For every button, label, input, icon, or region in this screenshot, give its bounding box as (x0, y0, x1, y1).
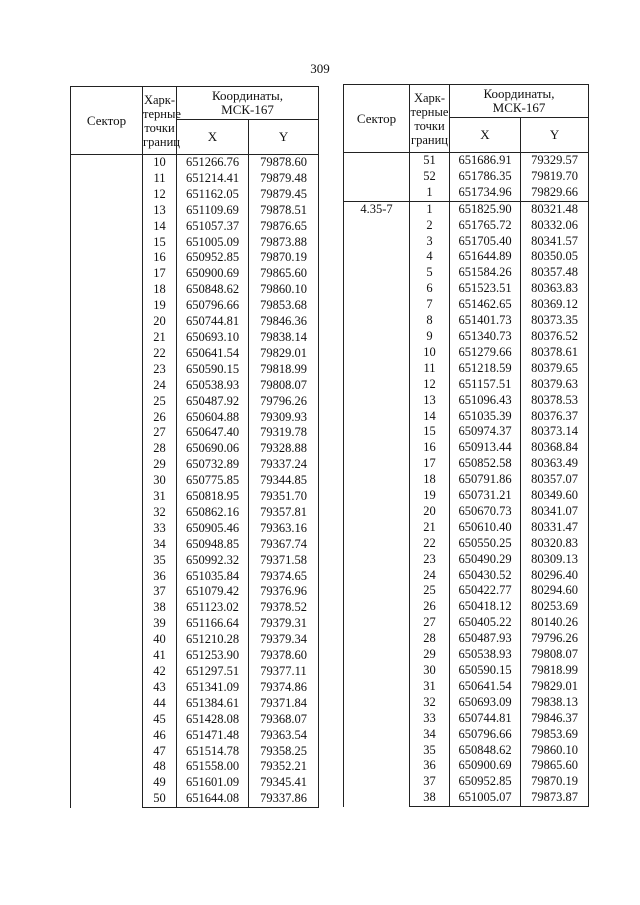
point-number: 16 (143, 250, 177, 266)
x-coordinate: 650796.66 (177, 298, 249, 314)
point-number: 20 (410, 504, 450, 520)
y-coordinate: 79351.70 (249, 489, 319, 505)
y-coordinate: 80363.49 (521, 456, 589, 472)
x-coordinate: 650744.81 (177, 314, 249, 330)
y-coordinate: 79378.60 (249, 648, 319, 664)
point-number: 34 (410, 727, 450, 743)
table-row (71, 155, 319, 171)
table-body-group-2 (344, 201, 589, 806)
y-coordinate: 79870.19 (249, 250, 319, 266)
sector-cell (344, 153, 410, 202)
x-coordinate: 651523.51 (450, 281, 521, 297)
header-coordinates (450, 85, 589, 118)
coordinates-table-right (343, 84, 589, 807)
y-coordinate: 80296.40 (521, 568, 589, 584)
x-coordinate: 650647.40 (177, 425, 249, 441)
header-char-line3: точки (144, 120, 175, 135)
point-number: 22 (143, 346, 177, 362)
x-coordinate: 651825.90 (450, 201, 521, 217)
y-coordinate: 79865.60 (249, 266, 319, 282)
y-coordinate: 79796.26 (249, 394, 319, 410)
y-coordinate: 80294.60 (521, 583, 589, 599)
point-number: 36 (143, 569, 177, 585)
y-coordinate: 79367.74 (249, 537, 319, 553)
y-coordinate: 79873.87 (521, 790, 589, 806)
point-number: 7 (410, 297, 450, 313)
x-coordinate: 650430.52 (450, 568, 521, 584)
y-coordinate: 79846.37 (521, 711, 589, 727)
y-coordinate: 79829.66 (521, 185, 589, 201)
point-number: 27 (143, 425, 177, 441)
point-number: 27 (410, 615, 450, 631)
y-coordinate: 79873.88 (249, 235, 319, 251)
x-coordinate: 651035.84 (177, 569, 249, 585)
y-coordinate: 80376.37 (521, 409, 589, 425)
y-coordinate: 79876.65 (249, 219, 319, 235)
x-coordinate: 651057.37 (177, 219, 249, 235)
point-number: 26 (410, 599, 450, 615)
x-coordinate: 650490.29 (450, 552, 521, 568)
y-coordinate: 79309.93 (249, 410, 319, 426)
point-number: 31 (143, 489, 177, 505)
y-coordinate: 79846.36 (249, 314, 319, 330)
point-number: 44 (143, 696, 177, 712)
point-number: 30 (143, 473, 177, 489)
point-number: 26 (143, 410, 177, 426)
x-coordinate: 651210.28 (177, 632, 249, 648)
y-coordinate: 80331.47 (521, 520, 589, 536)
y-coordinate: 80320.83 (521, 536, 589, 552)
y-coordinate: 80350.05 (521, 249, 589, 265)
y-coordinate: 79853.68 (249, 298, 319, 314)
y-coordinate: 79865.60 (521, 758, 589, 774)
x-coordinate: 651705.40 (450, 234, 521, 250)
x-coordinate: 651384.61 (177, 696, 249, 712)
x-coordinate: 650775.85 (177, 473, 249, 489)
point-number: 39 (143, 616, 177, 632)
x-coordinate: 651079.42 (177, 584, 249, 600)
y-coordinate: 80376.52 (521, 329, 589, 345)
table-body (71, 155, 319, 808)
y-coordinate: 79796.26 (521, 631, 589, 647)
y-coordinate: 80363.83 (521, 281, 589, 297)
point-number: 32 (143, 505, 177, 521)
x-coordinate: 650848.62 (450, 743, 521, 759)
point-number: 28 (143, 441, 177, 457)
y-coordinate: 80332.06 (521, 218, 589, 234)
table-header (344, 85, 589, 153)
x-coordinate: 651157.51 (450, 377, 521, 393)
y-coordinate: 79379.34 (249, 632, 319, 648)
x-coordinate: 650418.12 (450, 599, 521, 615)
x-coordinate: 650538.93 (450, 647, 521, 663)
point-number: 49 (143, 775, 177, 791)
y-coordinate: 79357.81 (249, 505, 319, 521)
x-coordinate: 650900.69 (177, 266, 249, 282)
y-coordinate: 79838.13 (521, 695, 589, 711)
point-number: 5 (410, 265, 450, 281)
point-number: 35 (143, 553, 177, 569)
y-coordinate: 79860.10 (249, 282, 319, 298)
x-coordinate: 650550.25 (450, 536, 521, 552)
header-x: X (177, 120, 249, 155)
x-coordinate: 651644.08 (177, 791, 249, 807)
point-number: 11 (410, 361, 450, 377)
x-coordinate: 650690.06 (177, 441, 249, 457)
x-coordinate: 651340.73 (450, 329, 521, 345)
x-coordinate: 650487.92 (177, 394, 249, 410)
y-coordinate: 79328.88 (249, 441, 319, 457)
point-number: 36 (410, 758, 450, 774)
y-coordinate: 79808.07 (249, 378, 319, 394)
point-number: 24 (410, 568, 450, 584)
x-coordinate: 651123.02 (177, 600, 249, 616)
x-coordinate: 650731.21 (450, 488, 521, 504)
point-number: 23 (410, 552, 450, 568)
x-coordinate: 651401.73 (450, 313, 521, 329)
y-coordinate: 80253.69 (521, 599, 589, 615)
y-coordinate: 79371.84 (249, 696, 319, 712)
point-number: 15 (410, 424, 450, 440)
point-number: 52 (410, 169, 450, 185)
x-coordinate: 651471.48 (177, 728, 249, 744)
y-coordinate: 79376.96 (249, 584, 319, 600)
x-coordinate: 651428.08 (177, 712, 249, 728)
x-coordinate: 651005.09 (177, 235, 249, 251)
point-number: 19 (410, 488, 450, 504)
point-number: 34 (143, 537, 177, 553)
y-coordinate: 80349.60 (521, 488, 589, 504)
y-coordinate: 80378.61 (521, 345, 589, 361)
x-coordinate: 650744.81 (450, 711, 521, 727)
x-coordinate: 650590.15 (177, 362, 249, 378)
point-number: 1 (410, 185, 450, 201)
x-coordinate: 650590.15 (450, 663, 521, 679)
point-number: 10 (143, 155, 177, 171)
point-number: 12 (410, 377, 450, 393)
point-number: 46 (143, 728, 177, 744)
x-coordinate: 651005.07 (450, 790, 521, 806)
x-coordinate: 651214.41 (177, 171, 249, 187)
point-number: 24 (143, 378, 177, 394)
point-number: 9 (410, 329, 450, 345)
y-coordinate: 80378.53 (521, 393, 589, 409)
y-coordinate: 79374.86 (249, 680, 319, 696)
y-coordinate: 80140.26 (521, 615, 589, 631)
coordinates-table-left (70, 86, 319, 808)
y-coordinate: 79829.01 (249, 346, 319, 362)
x-coordinate: 650693.09 (450, 695, 521, 711)
point-number: 33 (410, 711, 450, 727)
x-coordinate: 651786.35 (450, 169, 521, 185)
point-number: 47 (143, 744, 177, 760)
x-coordinate: 651253.90 (177, 648, 249, 664)
point-number: 17 (143, 266, 177, 282)
x-coordinate: 650604.88 (177, 410, 249, 426)
point-number: 11 (143, 171, 177, 187)
y-coordinate: 79879.48 (249, 171, 319, 187)
point-number: 3 (410, 234, 450, 250)
x-coordinate: 651462.65 (450, 297, 521, 313)
header-char-line4: границ (143, 134, 180, 149)
point-number: 37 (143, 584, 177, 600)
point-number: 21 (410, 520, 450, 536)
point-number: 16 (410, 440, 450, 456)
point-number: 4 (410, 249, 450, 265)
point-number: 35 (410, 743, 450, 759)
y-coordinate: 79352.21 (249, 759, 319, 775)
header-coords-line2: МСК-167 (492, 100, 546, 115)
y-coordinate: 80369.12 (521, 297, 589, 313)
point-number: 28 (410, 631, 450, 647)
point-number: 32 (410, 695, 450, 711)
x-coordinate: 650974.37 (450, 424, 521, 440)
y-coordinate: 79363.54 (249, 728, 319, 744)
y-coordinate: 80341.07 (521, 504, 589, 520)
point-number: 23 (143, 362, 177, 378)
x-coordinate: 650791.86 (450, 472, 521, 488)
x-coordinate: 650610.40 (450, 520, 521, 536)
y-coordinate: 79358.25 (249, 744, 319, 760)
point-number: 29 (143, 457, 177, 473)
x-coordinate: 651266.76 (177, 155, 249, 171)
point-number: 10 (410, 345, 450, 361)
header-char-line3: точки (414, 118, 445, 133)
x-coordinate: 650862.16 (177, 505, 249, 521)
y-coordinate: 79363.16 (249, 521, 319, 537)
x-coordinate: 651341.09 (177, 680, 249, 696)
y-coordinate: 79818.99 (249, 362, 319, 378)
point-number: 40 (143, 632, 177, 648)
header-coords-line2: МСК-167 (221, 102, 274, 117)
x-coordinate: 651096.43 (450, 393, 521, 409)
point-number: 2 (410, 218, 450, 234)
point-number: 13 (143, 203, 177, 219)
x-coordinate: 650913.44 (450, 440, 521, 456)
page-number: 309 (310, 61, 330, 76)
point-number: 33 (143, 521, 177, 537)
header-char-line2: терные (143, 106, 181, 121)
y-coordinate: 80321.48 (521, 201, 589, 217)
header-x: X (450, 118, 521, 153)
x-coordinate: 650852.58 (450, 456, 521, 472)
x-coordinate: 650670.73 (450, 504, 521, 520)
point-number: 20 (143, 314, 177, 330)
y-coordinate: 80379.65 (521, 361, 589, 377)
x-coordinate: 650422.77 (450, 583, 521, 599)
point-number: 12 (143, 187, 177, 203)
point-number: 6 (410, 281, 450, 297)
point-number: 13 (410, 393, 450, 409)
y-coordinate: 80309.13 (521, 552, 589, 568)
y-coordinate: 79819.70 (521, 169, 589, 185)
x-coordinate: 650641.54 (177, 346, 249, 362)
header-char-line2: терные (410, 104, 449, 119)
point-number: 22 (410, 536, 450, 552)
x-coordinate: 650818.95 (177, 489, 249, 505)
x-coordinate: 650900.69 (450, 758, 521, 774)
point-number: 1 (410, 201, 450, 217)
x-coordinate: 650948.85 (177, 537, 249, 553)
x-coordinate: 650905.46 (177, 521, 249, 537)
point-number: 38 (143, 600, 177, 616)
header-coords-line1: Координаты, (212, 88, 283, 103)
x-coordinate: 650405.22 (450, 615, 521, 631)
y-coordinate: 79337.24 (249, 457, 319, 473)
y-coordinate: 79879.45 (249, 187, 319, 203)
header-y: Y (249, 120, 319, 155)
table-body-group-1 (344, 153, 589, 202)
sector-cell: 4.35-7 (344, 201, 410, 806)
point-number: 38 (410, 790, 450, 806)
y-coordinate: 79344.85 (249, 473, 319, 489)
x-coordinate: 650952.85 (177, 250, 249, 266)
point-number: 18 (410, 472, 450, 488)
x-coordinate: 650693.10 (177, 330, 249, 346)
x-coordinate: 651297.51 (177, 664, 249, 680)
x-coordinate: 651686.91 (450, 153, 521, 169)
point-number: 8 (410, 313, 450, 329)
y-coordinate: 79329.57 (521, 153, 589, 169)
x-coordinate: 651035.39 (450, 409, 521, 425)
point-number: 42 (143, 664, 177, 680)
x-coordinate: 651109.69 (177, 203, 249, 219)
point-number: 43 (143, 680, 177, 696)
y-coordinate: 80357.48 (521, 265, 589, 281)
y-coordinate: 79368.07 (249, 712, 319, 728)
header-coordinates (177, 87, 319, 120)
point-number: 45 (143, 712, 177, 728)
x-coordinate: 651166.64 (177, 616, 249, 632)
x-coordinate: 650641.54 (450, 679, 521, 695)
point-number: 31 (410, 679, 450, 695)
y-coordinate: 79878.51 (249, 203, 319, 219)
y-coordinate: 79870.19 (521, 774, 589, 790)
x-coordinate: 650992.32 (177, 553, 249, 569)
y-coordinate: 79371.58 (249, 553, 319, 569)
x-coordinate: 651644.89 (450, 249, 521, 265)
y-coordinate: 80368.84 (521, 440, 589, 456)
header-y: Y (521, 118, 589, 153)
point-number: 17 (410, 456, 450, 472)
x-coordinate: 651279.66 (450, 345, 521, 361)
point-number: 19 (143, 298, 177, 314)
point-number: 30 (410, 663, 450, 679)
x-coordinate: 650848.62 (177, 282, 249, 298)
y-coordinate: 79345.41 (249, 775, 319, 791)
x-coordinate: 650732.89 (177, 457, 249, 473)
x-coordinate: 651558.00 (177, 759, 249, 775)
y-coordinate: 79378.52 (249, 600, 319, 616)
point-number: 25 (410, 583, 450, 599)
point-number: 25 (143, 394, 177, 410)
y-coordinate: 79374.65 (249, 569, 319, 585)
y-coordinate: 79818.99 (521, 663, 589, 679)
y-coordinate: 79379.31 (249, 616, 319, 632)
point-number: 51 (410, 153, 450, 169)
y-coordinate: 80373.14 (521, 424, 589, 440)
sector-cell (71, 155, 143, 808)
table-row (344, 153, 589, 169)
table-row (344, 201, 589, 217)
header-coords-line1: Координаты, (483, 86, 555, 101)
point-number: 29 (410, 647, 450, 663)
x-coordinate: 650487.93 (450, 631, 521, 647)
x-coordinate: 650952.85 (450, 774, 521, 790)
y-coordinate: 79838.14 (249, 330, 319, 346)
y-coordinate: 80357.07 (521, 472, 589, 488)
header-characteristic-points (143, 87, 181, 155)
y-coordinate: 79377.11 (249, 664, 319, 680)
y-coordinate: 79319.78 (249, 425, 319, 441)
y-coordinate: 79860.10 (521, 743, 589, 759)
header-sector: Сектор (71, 87, 143, 155)
header-characteristic-points (410, 85, 450, 153)
x-coordinate: 651601.09 (177, 775, 249, 791)
y-coordinate: 80379.63 (521, 377, 589, 393)
header-char-line1: Харк- (413, 90, 446, 105)
point-number: 48 (143, 759, 177, 775)
x-coordinate: 651162.05 (177, 187, 249, 203)
header-char-line1: Харк- (143, 92, 176, 107)
x-coordinate: 651584.26 (450, 265, 521, 281)
y-coordinate: 79808.07 (521, 647, 589, 663)
y-coordinate: 80341.57 (521, 234, 589, 250)
point-number: 41 (143, 648, 177, 664)
point-number: 15 (143, 235, 177, 251)
y-coordinate: 79853.69 (521, 727, 589, 743)
y-coordinate: 79829.01 (521, 679, 589, 695)
x-coordinate: 651218.59 (450, 361, 521, 377)
x-coordinate: 651734.96 (450, 185, 521, 201)
header-char-line4: границ (411, 132, 448, 147)
point-number: 14 (143, 219, 177, 235)
header-sector: Сектор (344, 85, 410, 153)
point-number: 14 (410, 409, 450, 425)
y-coordinate: 79878.60 (249, 155, 319, 171)
x-coordinate: 650796.66 (450, 727, 521, 743)
point-number: 18 (143, 282, 177, 298)
x-coordinate: 650538.93 (177, 378, 249, 394)
point-number: 50 (143, 791, 177, 807)
point-number: 21 (143, 330, 177, 346)
x-coordinate: 651765.72 (450, 218, 521, 234)
x-coordinate: 651514.78 (177, 744, 249, 760)
y-coordinate: 79337.86 (249, 791, 319, 807)
table-header (71, 87, 319, 155)
y-coordinate: 80373.35 (521, 313, 589, 329)
point-number: 37 (410, 774, 450, 790)
